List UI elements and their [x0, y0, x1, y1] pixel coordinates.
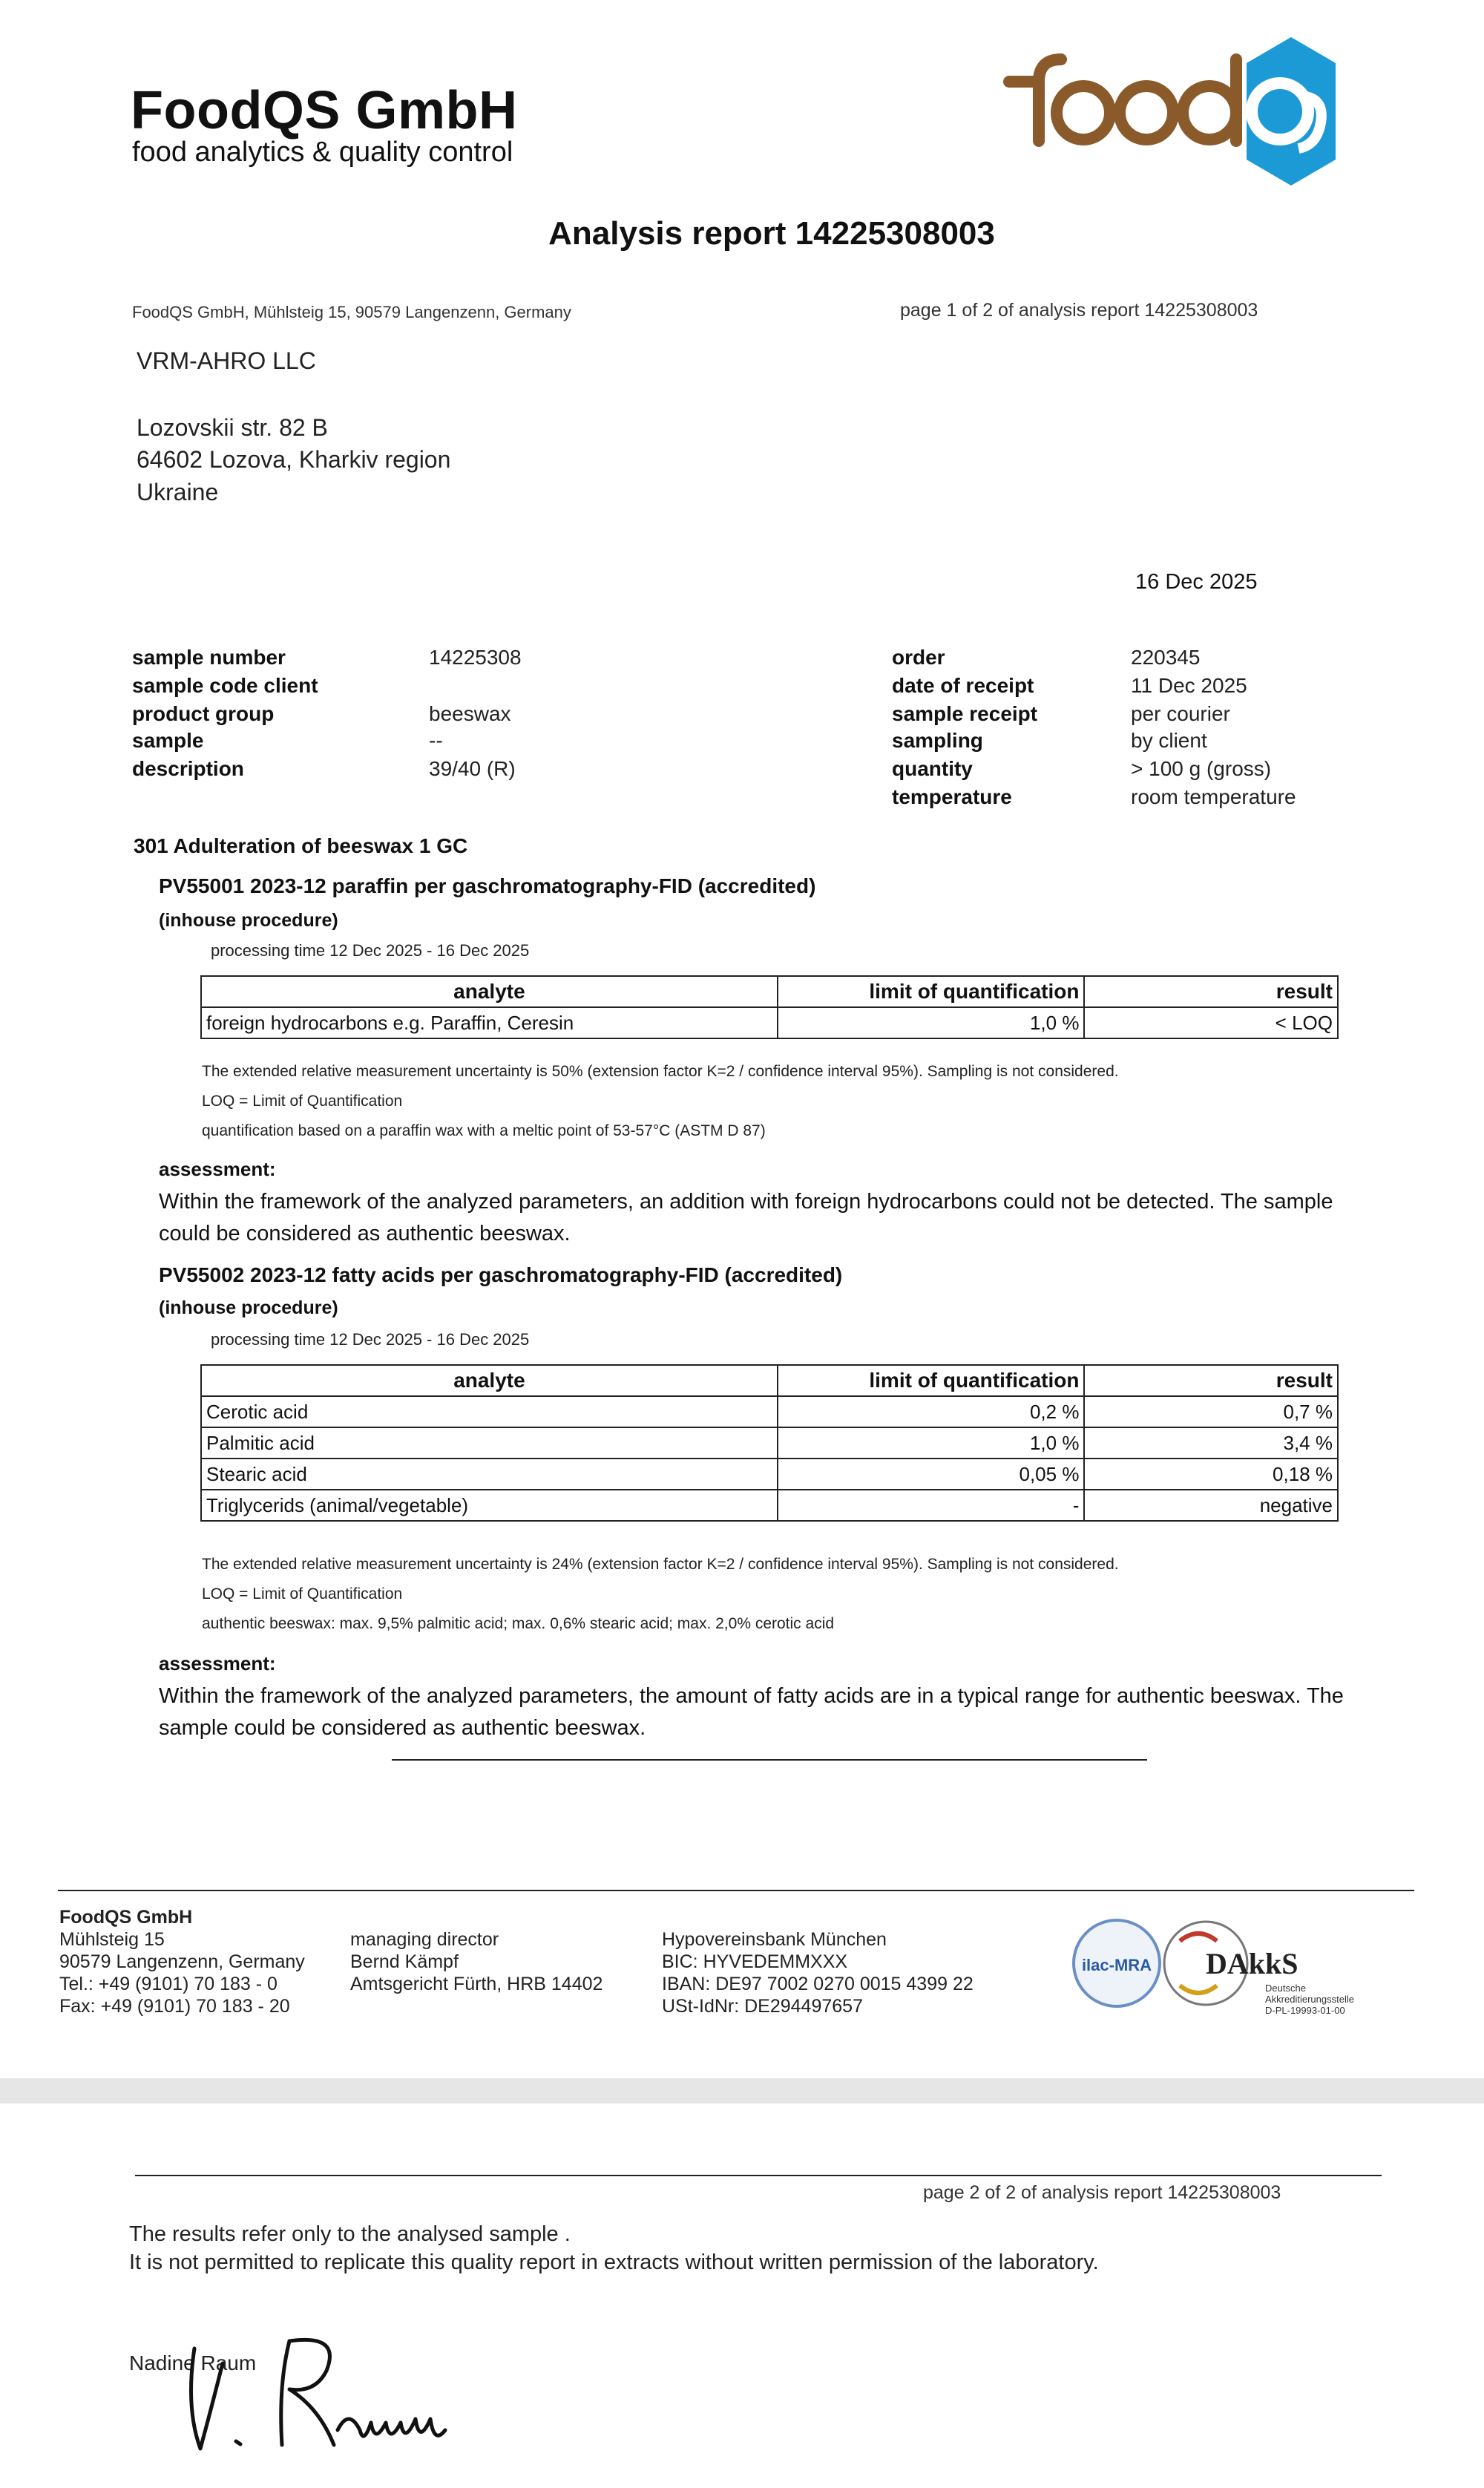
cell-analyte: Stearic acid	[201, 1459, 778, 1490]
table-row	[201, 1427, 1338, 1459]
table-row	[201, 1490, 1338, 1521]
table-row	[201, 1396, 1338, 1427]
footer-street: Mühlsteig 15	[59, 1929, 165, 1950]
cell-loq: 1,0 %	[778, 1427, 1085, 1459]
method-2-processing-time: processing time 12 Dec 2025 - 16 Dec 2025	[211, 1330, 530, 1349]
table-row	[201, 1459, 1338, 1490]
method-1-note-quantification: quantification based on a paraffin wax with a meltic point of 53-57°C (ASTM D 87)	[202, 1122, 766, 1139]
cell-loq: -	[778, 1490, 1085, 1521]
footer-city: 90579 Langenzenn, Germany	[59, 1951, 305, 1972]
foodqs-logo	[994, 30, 1336, 193]
table-header-row	[201, 976, 1338, 1007]
method-2-note-limits: authentic beeswax: max. 9,5% palmitic acid; max. 0,6% stearic acid; max. 2,0% cerotic acid	[202, 1615, 835, 1632]
cell-loq: 0,2 %	[778, 1396, 1085, 1427]
disclaimer-results: The results refer only to the analysed sample .	[129, 2222, 571, 2246]
method-2-note-uncertainty: The extended relative measurement uncertainty is 24% (extension factor K=2 / confidence interval 95%). Sampling is not considered.	[202, 1556, 1119, 1573]
label-order: order	[892, 646, 945, 669]
value-date-of-receipt: 11 Dec 2025	[1131, 674, 1247, 697]
value-sample-receipt: per courier	[1131, 702, 1230, 725]
dakks-sub-1: Deutsche	[1265, 1983, 1306, 1994]
cell-loq: 0,05 %	[778, 1459, 1085, 1490]
footer-bic: BIC: HYVEDEMMXXX	[662, 1951, 848, 1972]
page-separator	[0, 2078, 1484, 2104]
value-temperature: room temperature	[1131, 785, 1296, 808]
method-1-assessment-label: assessment:	[159, 1158, 276, 1180]
recipient-name: VRM-AHRO LLC	[137, 347, 316, 374]
cell-result: 3,4 %	[1084, 1427, 1338, 1459]
section-end-divider	[392, 1759, 1147, 1761]
label-sample-code-client: sample code client	[132, 674, 318, 697]
recipient-street: Lozovskii str. 82 B	[137, 414, 328, 441]
footer-management	[350, 1928, 603, 1995]
footer-iban: IBAN: DE97 7002 0270 0015 4399 22	[662, 1974, 974, 1994]
label-sampling: sampling	[892, 729, 983, 752]
ilac-mra-label: ilac-MRA	[1081, 1956, 1152, 1974]
method-1-assessment-text: Within the framework of the analyzed parameters, an addition with foreign hydrocarbons could not be detected. The sample could be considered as authentic beeswax.	[159, 1190, 1333, 1245]
cell-analyte: foreign hydrocarbons e.g. Paraffin, Ceresin	[201, 1007, 778, 1038]
table-row	[201, 1007, 1338, 1038]
header-analyte: analyte	[201, 1365, 778, 1396]
label-temperature: temperature	[892, 785, 1012, 808]
footer-bank-name: Hypovereinsbank München	[662, 1929, 887, 1950]
method-2-inhouse: (inhouse procedure)	[159, 1297, 338, 1318]
footer-register: Amtsgericht Fürth, HRB 14402	[350, 1974, 603, 1994]
page-reference: page 1 of 2 of analysis report 14225308003	[900, 300, 1258, 321]
dakks-sub-3: D-PL-19993-01-00	[1265, 2005, 1345, 2016]
value-sampling: by client	[1131, 729, 1207, 752]
footer-vat: USt-IdNr: DE294497657	[662, 1996, 863, 2017]
footer-fax: Fax: +49 (9101) 70 183 - 20	[59, 1996, 290, 2017]
label-sample-number: sample number	[132, 646, 286, 669]
cell-result: < LOQ	[1084, 1007, 1338, 1038]
report-title: Analysis report 14225308003	[548, 215, 995, 252]
label-description: description	[132, 757, 244, 780]
footer-director-label: managing director	[350, 1929, 499, 1950]
header-result: result	[1084, 1365, 1338, 1396]
footer-bank	[662, 1928, 974, 2017]
value-product-group: beeswax	[429, 702, 511, 725]
signatory-name: Nadine Raum	[129, 2351, 257, 2374]
method-1-processing-time: processing time 12 Dec 2025 - 16 Dec 2025	[211, 941, 530, 960]
value-quantity: > 100 g (gross)	[1131, 757, 1272, 780]
page2-reference: page 2 of 2 of analysis report 14225308003	[923, 2182, 1281, 2203]
cell-analyte: Cerotic acid	[201, 1396, 778, 1427]
footer-tel: Tel.: +49 (9101) 70 183 - 0	[59, 1974, 278, 1994]
header-loq: limit of quantification	[778, 976, 1085, 1007]
method-2-assessment-label: assessment:	[159, 1652, 276, 1675]
cell-result: 0,7 %	[1084, 1396, 1338, 1427]
company-name: FoodQS GmbH	[131, 81, 518, 140]
company-tagline: food analytics & quality control	[132, 137, 513, 168]
cell-loq: 1,0 %	[778, 1007, 1085, 1038]
footer-company: FoodQS GmbH	[59, 1907, 193, 1928]
method-2-title: PV55002 2023-12 fatty acids per gaschromatography-FID (accredited)	[159, 1263, 843, 1286]
disclaimer-replication: It is not permitted to replicate this quality report in extracts without written permission of the laboratory.	[129, 2250, 1099, 2274]
dakks-label: DAkkS	[1206, 1947, 1298, 1980]
value-order: 220345	[1131, 646, 1201, 669]
report-date: 16 Dec 2025	[1135, 570, 1258, 594]
cell-result: negative	[1084, 1490, 1338, 1521]
method-1-title: PV55001 2023-12 paraffin per gaschromatography-FID (accredited)	[159, 874, 816, 897]
label-quantity: quantity	[892, 757, 973, 780]
label-sample: sample	[132, 729, 204, 752]
method-2-results-table	[200, 1364, 1339, 1522]
report-page-2	[0, 2104, 1484, 2488]
method-1-results-table	[200, 975, 1339, 1039]
recipient-city: 64602 Lozova, Kharkiv region	[137, 446, 451, 473]
method-1-inhouse: (inhouse procedure)	[159, 910, 338, 931]
cell-analyte: Triglycerids (animal/vegetable)	[201, 1490, 778, 1521]
method-2-note-loq: LOQ = Limit of Quantification	[202, 1585, 403, 1603]
method-1-note-loq: LOQ = Limit of Quantification	[202, 1093, 403, 1110]
header-result: result	[1084, 976, 1338, 1007]
value-sample: --	[429, 729, 443, 752]
label-sample-receipt: sample receipt	[892, 702, 1038, 725]
label-product-group: product group	[132, 702, 275, 725]
cell-analyte: Palmitic acid	[201, 1427, 778, 1459]
table-header-row	[201, 1365, 1338, 1396]
cell-result: 0,18 %	[1084, 1459, 1338, 1490]
header-loq: limit of quantification	[778, 1365, 1085, 1396]
label-date-of-receipt: date of receipt	[892, 674, 1034, 697]
handwritten-signature	[148, 2319, 490, 2467]
footer-director-name: Bernd Kämpf	[350, 1951, 459, 1972]
sender-address-line: FoodQS GmbH, Mühlsteig 15, 90579 Langenzenn, Germany	[132, 303, 571, 321]
value-sample-number: 14225308	[429, 646, 522, 669]
header-analyte: analyte	[201, 976, 778, 1007]
page2-top-divider	[135, 2175, 1382, 2176]
value-description: 39/40 (R)	[429, 757, 516, 780]
method-2-assessment-text: Within the framework of the analyzed parameters, the amount of fatty acids are in a typical range for authentic beeswax. The sample could be considered as authentic beeswax.	[159, 1684, 1344, 1740]
footer-divider	[58, 1890, 1414, 1891]
section-title: 301 Adulteration of beeswax 1 GC	[134, 834, 468, 857]
footer-address	[59, 1906, 305, 2017]
method-1-note-uncertainty: The extended relative measurement uncertainty is 50% (extension factor K=2 / confidence interval 95%). Sampling is not considered.	[202, 1063, 1119, 1080]
recipient-country: Ukraine	[137, 479, 219, 505]
dakks-sub-2: Akkreditierungsstelle	[1265, 1994, 1354, 2005]
accreditation-badges	[1068, 1911, 1395, 2023]
